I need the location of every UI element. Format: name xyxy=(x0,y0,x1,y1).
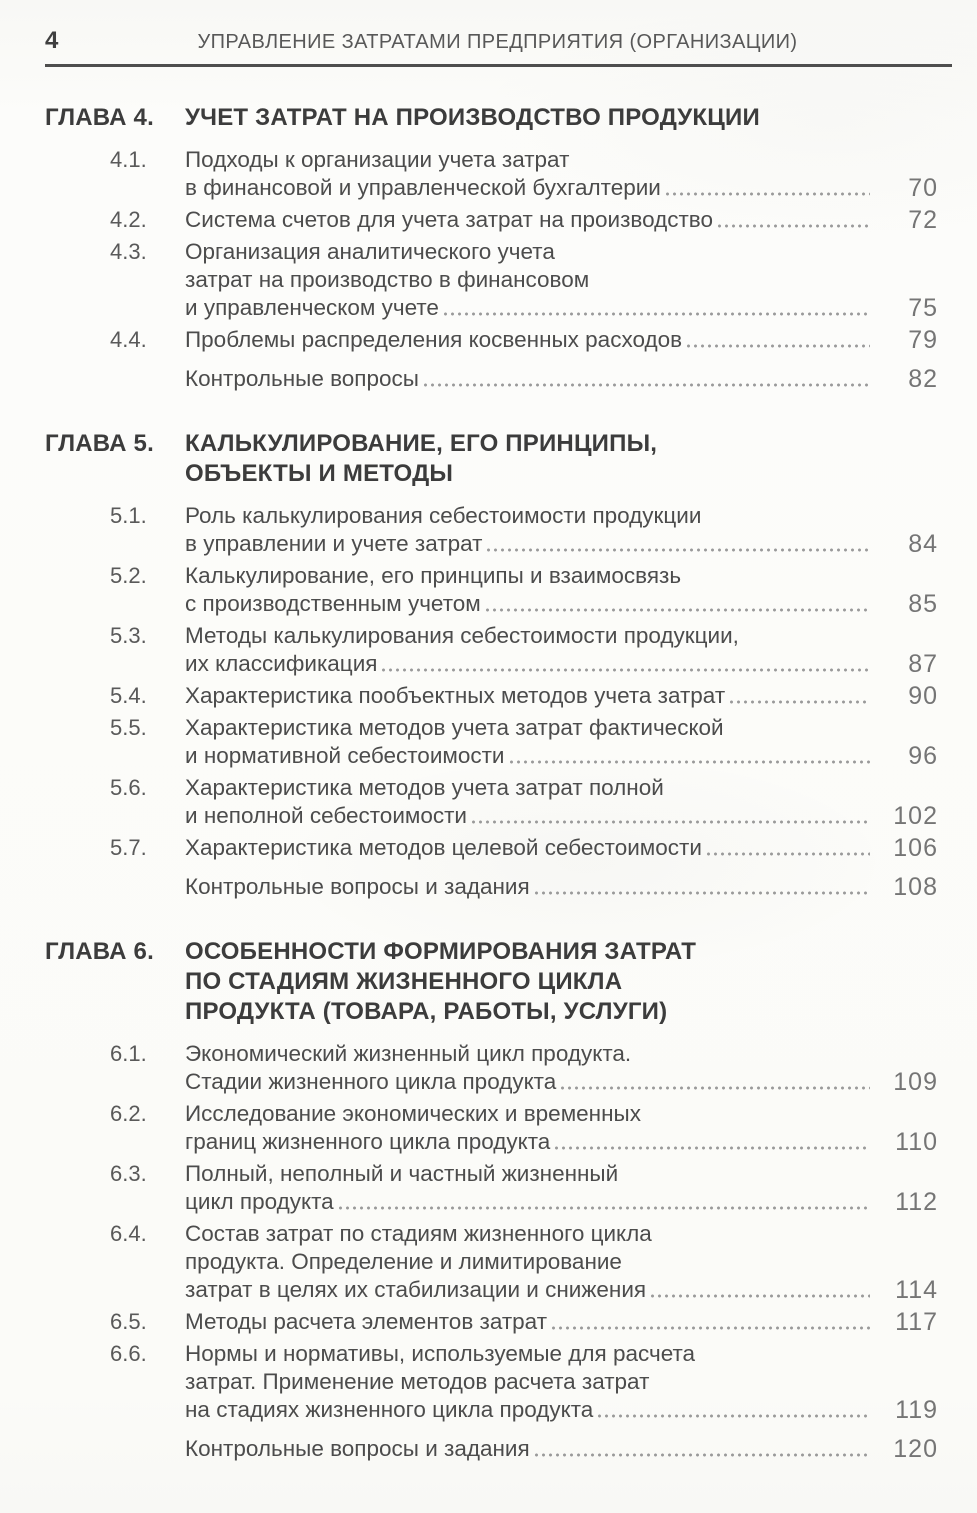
toc-entry xyxy=(45,1100,938,1156)
entry-title-line: Методы калькулирования себестоимости продукции, xyxy=(185,623,739,648)
toc-entry xyxy=(45,502,938,558)
entry-body xyxy=(185,1040,938,1096)
dot-leader xyxy=(718,224,870,228)
entry-title-line: Методы расчета элементов затрат xyxy=(185,1309,547,1334)
entry-title-line: Стадии жизненного цикла продукта xyxy=(185,1069,557,1094)
entry-number: 5.4. xyxy=(110,683,147,708)
dot-leader xyxy=(486,608,870,612)
entry-title-line: продукта. Определение и лимитирование xyxy=(185,1249,622,1274)
entry-last-line xyxy=(185,294,938,322)
entry-page-number: 72 xyxy=(908,206,938,234)
chapter-title-line: КАЛЬКУЛИРОВАНИЕ, ЕГО ПРИНЦИПЫ, xyxy=(185,430,658,457)
entry-title-line: затрат. Применение методов расчета затрат xyxy=(185,1369,650,1394)
entry-title-line: затрат на производство в финансовом xyxy=(185,267,590,292)
entry-number: 4.1. xyxy=(110,147,147,172)
toc-entry xyxy=(45,774,938,830)
dot-leader xyxy=(561,1086,870,1090)
toc-entry xyxy=(45,238,938,322)
entry-number xyxy=(110,1435,185,1463)
dot-leader xyxy=(472,820,870,824)
header-rule xyxy=(45,64,952,67)
entry-last-line xyxy=(185,590,938,618)
toc-entry xyxy=(45,1220,938,1304)
dot-leader xyxy=(382,668,870,672)
dot-leader xyxy=(424,383,870,387)
chapter-title xyxy=(185,937,938,1027)
entry-title-line: Контрольные вопросы и задания xyxy=(185,874,530,899)
entry-title-line: и управленческом учете xyxy=(185,295,439,320)
toc-entry xyxy=(45,714,938,770)
toc-entry xyxy=(45,326,938,354)
entry-last-line xyxy=(185,206,938,234)
entry-page-number: 110 xyxy=(895,1128,938,1156)
entry-title-line: Система счетов для учета затрат на производство xyxy=(185,207,714,232)
entry-page-number: 106 xyxy=(893,834,938,862)
entry-title-line: Калькулирование, его принципы и взаимосвязь xyxy=(185,563,682,588)
dot-leader xyxy=(598,1414,870,1418)
entry-last-line xyxy=(185,1188,938,1216)
toc-entry xyxy=(45,682,938,710)
entry-body xyxy=(185,714,938,770)
entry-title-line: и неполной себестоимости xyxy=(185,803,467,828)
chapter-label: ГЛАВА 4. xyxy=(45,104,154,131)
toc-entry xyxy=(45,873,938,901)
entry-last-line xyxy=(185,682,938,710)
entry-body xyxy=(185,1100,938,1156)
chapter-title xyxy=(185,103,938,133)
entry-body xyxy=(185,682,938,710)
toc-entry xyxy=(45,562,938,618)
entry-number: 6.3. xyxy=(110,1161,147,1186)
entry-title-line: границ жизненного цикла продукта xyxy=(185,1129,551,1154)
toc-chapter xyxy=(45,429,938,901)
dot-leader xyxy=(535,891,870,895)
entry-number: 5.6. xyxy=(110,775,147,800)
entry-body xyxy=(185,1160,938,1216)
toc-entry xyxy=(45,1340,938,1424)
dot-leader xyxy=(651,1294,870,1298)
entry-page-number: 119 xyxy=(895,1396,938,1424)
entry-body xyxy=(185,562,938,618)
toc-entry xyxy=(45,1308,938,1336)
entry-number: 5.5. xyxy=(110,715,147,740)
entry-page-number: 79 xyxy=(908,326,938,354)
toc-entry xyxy=(45,834,938,862)
entry-title-line: Проблемы распределения косвенных расходов xyxy=(185,327,683,352)
dot-leader xyxy=(552,1326,870,1330)
entry-page-number: 109 xyxy=(893,1068,938,1096)
toc-entry xyxy=(45,1040,938,1096)
entry-title-line: Организация аналитического учета xyxy=(185,239,555,264)
entry-last-line xyxy=(185,742,938,770)
entry-page-number: 75 xyxy=(908,294,938,322)
toc-entry xyxy=(45,146,938,202)
entry-title-line: Контрольные вопросы xyxy=(185,366,419,391)
entry-page-number: 82 xyxy=(908,365,938,393)
entry-body xyxy=(185,365,938,393)
toc-chapter xyxy=(45,103,938,393)
entry-title-line: Контрольные вопросы и задания xyxy=(185,1436,530,1461)
entry-last-line xyxy=(185,802,938,830)
entry-number: 6.2. xyxy=(110,1101,147,1126)
entry-last-line xyxy=(185,650,938,678)
entry-body xyxy=(185,1220,938,1304)
page-header xyxy=(0,0,977,55)
entry-number xyxy=(110,365,185,393)
entry-body xyxy=(185,326,938,354)
entry-body xyxy=(185,873,938,901)
entry-body xyxy=(185,146,938,202)
entry-number: 5.7. xyxy=(110,835,147,860)
chapter-heading xyxy=(45,937,938,1027)
entry-title-line: Полный, неполный и частный жизненный xyxy=(185,1161,619,1186)
entry-last-line xyxy=(185,365,938,393)
dot-leader xyxy=(687,344,870,348)
toc-chapter xyxy=(45,937,938,1463)
toc-entry xyxy=(45,622,938,678)
entry-last-line xyxy=(185,873,938,901)
entry-last-line xyxy=(185,1276,938,1304)
entry-page-number: 84 xyxy=(908,530,938,558)
entry-number: 4.3. xyxy=(110,239,147,264)
entry-title-line: Исследование экономических и временных xyxy=(185,1101,641,1126)
folio-page-number: 4 xyxy=(45,27,59,54)
entry-page-number: 112 xyxy=(895,1188,938,1216)
entry-number: 5.2. xyxy=(110,563,147,588)
entry-body xyxy=(185,502,938,558)
dot-leader xyxy=(707,852,870,856)
entry-number: 6.5. xyxy=(110,1309,147,1334)
entry-title-line: Характеристика методов учета затрат полной xyxy=(185,775,664,800)
dot-leader xyxy=(666,192,870,196)
entry-page-number: 117 xyxy=(895,1308,938,1336)
entry-page-number: 90 xyxy=(908,682,938,710)
entry-number: 5.1. xyxy=(110,503,147,528)
entry-last-line xyxy=(185,1068,938,1096)
entry-page-number: 70 xyxy=(908,174,938,202)
chapter-title xyxy=(185,429,938,489)
entry-last-line xyxy=(185,1128,938,1156)
entry-title-line: Подходы к организации учета затрат xyxy=(185,147,570,172)
entry-page-number: 102 xyxy=(893,802,938,830)
toc-entry xyxy=(45,1160,938,1216)
toc-entry xyxy=(45,365,938,393)
dot-leader xyxy=(487,548,870,552)
entry-title-line: Характеристика методов целевой себестоимости xyxy=(185,835,702,860)
entry-page-number: 85 xyxy=(908,590,938,618)
entry-title-line: в финансовой и управленческой бухгалтерии xyxy=(185,175,661,200)
chapter-title-line: ПО СТАДИЯМ ЖИЗНЕННОГО ЦИКЛА xyxy=(185,968,623,995)
entry-body xyxy=(185,206,938,234)
chapter-label: ГЛАВА 5. xyxy=(45,430,154,457)
entry-page-number: 120 xyxy=(893,1435,938,1463)
entry-page-number: 114 xyxy=(895,1276,938,1304)
entry-body xyxy=(185,1340,938,1424)
entry-title-line: цикл продукта xyxy=(185,1189,334,1214)
entry-page-number: 108 xyxy=(893,873,938,901)
chapter-heading xyxy=(45,103,938,133)
entry-number xyxy=(110,873,185,901)
entry-number: 5.3. xyxy=(110,623,147,648)
entry-title-line: Характеристика пообъектных методов учета затрат xyxy=(185,683,726,708)
table-of-contents xyxy=(0,103,977,1463)
entry-body xyxy=(185,1308,938,1336)
entry-last-line xyxy=(185,326,938,354)
entry-last-line xyxy=(185,1396,938,1424)
entry-number: 6.6. xyxy=(110,1341,147,1366)
entry-number: 4.4. xyxy=(110,327,147,352)
entry-title-line: Характеристика методов учета затрат фактической xyxy=(185,715,724,740)
chapter-title-line: ОСОБЕННОСТИ ФОРМИРОВАНИЯ ЗАТРАТ xyxy=(185,938,697,965)
entry-title-line: их классификация xyxy=(185,651,378,676)
entry-last-line xyxy=(185,530,938,558)
entry-number: 4.2. xyxy=(110,207,147,232)
entry-title-line: на стадиях жизненного цикла продукта xyxy=(185,1397,594,1422)
toc-entry xyxy=(45,1435,938,1463)
entry-title-line: Нормы и нормативы, используемые для расчета xyxy=(185,1341,696,1366)
chapter-label: ГЛАВА 6. xyxy=(45,938,154,965)
entry-body xyxy=(185,238,938,322)
entry-title-line: Экономический жизненный цикл продукта. xyxy=(185,1041,632,1066)
entry-page-number: 87 xyxy=(908,650,938,678)
chapter-title-line: ОБЪЕКТЫ И МЕТОДЫ xyxy=(185,460,454,487)
dot-leader xyxy=(444,312,870,316)
entry-body xyxy=(185,1435,938,1463)
dot-leader xyxy=(555,1146,870,1150)
entry-title-line: Роль калькулирования себестоимости продукции xyxy=(185,503,702,528)
entry-title-line: затрат в целях их стабилизации и снижения xyxy=(185,1277,647,1302)
entry-number: 6.1. xyxy=(110,1041,147,1066)
entry-title-line: в управлении и учете затрат xyxy=(185,531,483,556)
entry-body xyxy=(185,774,938,830)
chapter-title-line: ПРОДУКТА (ТОВАРА, РАБОТЫ, УСЛУГИ) xyxy=(185,998,668,1025)
entry-last-line xyxy=(185,174,938,202)
dot-leader xyxy=(510,760,871,764)
entry-last-line xyxy=(185,1435,938,1463)
entry-body xyxy=(185,834,938,862)
dot-leader xyxy=(339,1206,870,1210)
entry-title-line: и нормативной себестоимости xyxy=(185,743,505,768)
running-title: УПРАВЛЕНИЕ ЗАТРАТАМИ ПРЕДПРИЯТИЯ (ОРГАНИЗАЦИИ) xyxy=(197,31,798,53)
entry-page-number: 96 xyxy=(908,742,938,770)
chapter-title-line: УЧЕТ ЗАТРАТ НА ПРОИЗВОДСТВО ПРОДУКЦИИ xyxy=(185,104,760,131)
entry-title-line: Состав затрат по стадиям жизненного цикла xyxy=(185,1221,652,1246)
dot-leader xyxy=(535,1453,870,1457)
entry-last-line xyxy=(185,834,938,862)
entry-title-line: с производственным учетом xyxy=(185,591,481,616)
entry-body xyxy=(185,622,938,678)
dot-leader xyxy=(730,700,870,704)
toc-entry xyxy=(45,206,938,234)
entry-last-line xyxy=(185,1308,938,1336)
entry-number: 6.4. xyxy=(110,1221,147,1246)
chapter-heading xyxy=(45,429,938,489)
